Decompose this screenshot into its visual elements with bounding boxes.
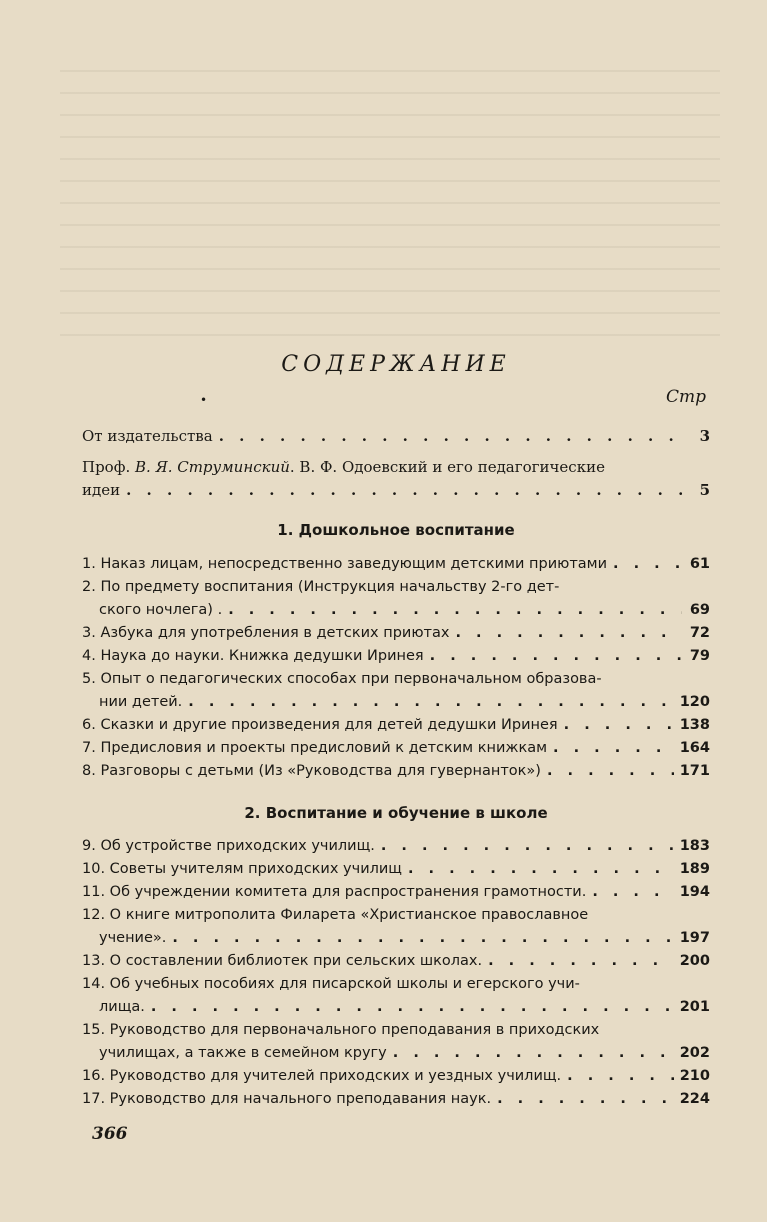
toc-entry-text: 6. Сказки и другие произведения для детей дедушки Иринея — [82, 717, 558, 733]
leader-dots — [567, 1065, 674, 1088]
toc-entry-intro-article[interactable] — [82, 456, 710, 502]
leader-dots — [151, 996, 674, 1019]
toc-entry-cont: лища. — [99, 999, 145, 1015]
leader-dots — [547, 760, 674, 783]
leader-dots — [219, 425, 682, 448]
toc-entry[interactable] — [82, 714, 710, 737]
toc-entry-text: 7. Предисловия и проекты предисловий к детским книжкам — [82, 740, 548, 756]
toc-entry-page: 72 — [689, 625, 710, 641]
toc-entry-text: 16. Руководство для учителей приходских и уездных училищ. — [82, 1068, 562, 1084]
section-heading: 2. Воспитание и обучение в школе — [244, 804, 548, 822]
toc-entry-text: 4. Наука до науки. Книжка дедушки Иринея — [82, 648, 424, 664]
toc-entry[interactable] — [82, 881, 710, 904]
leader-dots — [613, 553, 682, 576]
toc-entry-page: 3 — [699, 427, 710, 445]
toc-entry-text: 11. Об учреждении комитета для распространения грамотности. — [82, 884, 587, 900]
toc-entry-text: 9. Об устройстве приходских училищ. — [82, 838, 375, 854]
toc-entry-text: 1. Наказ лицам, непосредственно заведующим детскими приютами — [82, 556, 608, 572]
toc-entry-text: 13. О составлении библиотек при сельских школах. — [82, 953, 483, 969]
toc-entry-text: 12. О книге митрополита Филарета «Христианское православное — [82, 907, 589, 923]
toc-entry-page: 200 — [679, 953, 710, 969]
toc-entry-publisher[interactable] — [82, 425, 710, 448]
toc-entry-text: 17. Руководство для начального преподавания наук. — [82, 1091, 492, 1107]
toc-entry[interactable] — [82, 645, 710, 668]
toc-entry-page: 202 — [679, 1045, 710, 1061]
toc-entry-text: 15. Руководство для первоначального преподавания в приходских — [82, 1022, 600, 1038]
toc-entry-page: 61 — [689, 556, 710, 572]
toc-page — [82, 0, 710, 1222]
toc-entry-cont: училищах, а также в семейном кругу — [99, 1045, 387, 1061]
author-prefix: Проф. — [82, 458, 131, 476]
toc-entry-text: 8. Разговоры с детьми (Из «Руководства для гувернанток») — [82, 763, 541, 779]
toc-entry[interactable] — [82, 1088, 710, 1111]
toc-entry-page: 194 — [679, 884, 710, 900]
toc-entry[interactable] — [82, 737, 710, 760]
toc-entry-text: 10. Советы учителям приходских училищ — [82, 861, 402, 877]
leader-dots — [393, 1042, 674, 1065]
toc-entry-page: 201 — [679, 999, 710, 1015]
toc-entry-page: 197 — [679, 930, 710, 946]
toc-entry-page: 189 — [679, 861, 710, 877]
toc-entry-page: 164 — [679, 740, 710, 756]
toc-entry[interactable] — [82, 668, 710, 714]
toc-entry[interactable] — [82, 835, 710, 858]
toc-entry-page: 5 — [699, 481, 710, 499]
toc-entry-text: 2. По предмету воспитания (Инструкция начальству 2-го дет- — [82, 579, 560, 595]
leader-dots — [564, 714, 674, 737]
toc-entry-cont: идеи — [82, 481, 121, 499]
author-name: В. Я. Струминский — [135, 458, 290, 476]
leader-dots — [488, 950, 674, 973]
leader-dots — [408, 858, 674, 881]
leader-dots — [172, 927, 673, 950]
leader-dots — [592, 881, 673, 904]
toc-entry-text — [82, 456, 605, 479]
article-title: . В. Ф. Одоевский и его педагогические — [289, 458, 605, 476]
toc-entry-page: 171 — [679, 763, 710, 779]
toc-entry[interactable] — [82, 622, 710, 645]
toc-entry-text: 3. Азбука для употребления в детских приютах — [82, 625, 450, 641]
toc-entry[interactable] — [82, 858, 710, 881]
toc-entry-page: 224 — [679, 1091, 710, 1107]
toc-entry-page: 120 — [679, 694, 710, 710]
leader-dots — [430, 645, 682, 668]
toc-entry[interactable] — [82, 904, 710, 950]
page-column-label: Стр — [665, 387, 706, 407]
toc-entry[interactable] — [82, 1019, 710, 1065]
leader-dots — [381, 835, 674, 858]
leader-dots — [455, 622, 682, 645]
toc-entry[interactable] — [82, 1065, 710, 1088]
toc-entry-text: От издательства — [82, 427, 213, 445]
leader-dots — [497, 1088, 674, 1111]
toc-entry[interactable] — [82, 576, 710, 622]
toc-entry-page: 69 — [689, 602, 710, 618]
toc-entry-page: 79 — [689, 648, 710, 664]
page-title: СОДЕРЖАНИЕ — [281, 352, 511, 377]
leader-dots — [188, 691, 673, 714]
toc-entry-text: 5. Опыт о педагогических способах при первоначальном образова- — [82, 671, 602, 687]
toc-entry-cont: учение». — [99, 930, 167, 946]
toc-entry-cont: нии детей. — [99, 694, 183, 710]
toc-entry[interactable] — [82, 760, 710, 783]
leader-dots — [228, 599, 682, 622]
toc-entry-page: 183 — [679, 838, 710, 854]
toc-entry[interactable] — [82, 973, 710, 1019]
toc-entry-page: 210 — [679, 1068, 710, 1084]
toc-entry[interactable] — [82, 553, 710, 576]
toc-entry-page: 138 — [679, 717, 710, 733]
toc-entry-cont: ского ночлега) . — [99, 602, 223, 618]
stray-mark: • — [200, 393, 208, 407]
toc-entry-text: 14. Об учебных пособиях для писарской школы и егерского учи- — [82, 976, 580, 992]
leader-dots — [553, 737, 674, 760]
leader-dots — [126, 479, 682, 502]
section-heading: 1. Дошкольное воспитание — [277, 521, 515, 539]
page-number: 366 — [92, 1124, 128, 1144]
toc-entry[interactable] — [82, 950, 710, 973]
